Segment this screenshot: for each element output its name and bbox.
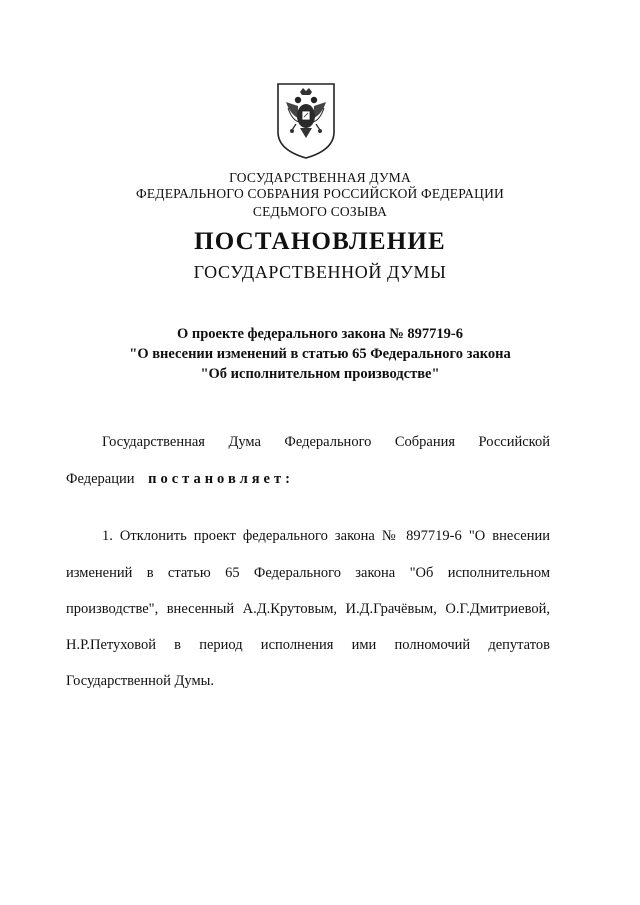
document-subtitle: ГОСУДАРСТВЕННОЙ ДУМЫ [193,262,447,282]
clause-1-line-3: производстве", внесенный А.Д.Крутовым, И.Д.Грачёвым, О.Г.Дмитриевой, [66,601,550,617]
header-line-2: ФЕДЕРАЛЬНОГО СОБРАНИЯ РОССИЙСКОЙ ФЕДЕРАЦИИ [136,186,504,201]
preamble-federation-word: Федерации [66,471,135,487]
russian-coat-of-arms-icon [274,80,338,160]
preamble-line-2 [66,470,550,488]
clause-1-line-2: изменений в статью 65 Федерального закона "Об исполнительном [66,565,550,581]
document-title: ПОСТАНОВЛЕНИЕ [194,228,446,255]
bill-title-line-2: "О внесении изменений в статью 65 Федерального закона [129,346,511,362]
resolves-word: постановляет: [148,471,294,487]
header-line-3: СЕДЬМОГО СОЗЫВА [252,204,388,219]
clause-1-line-5: Государственной Думы. [66,673,214,689]
bill-title-line-3: "Об исполнительном производстве" [200,366,440,382]
bill-title-line-1: О проекте федерального закона № 897719-6 [176,326,464,342]
preamble-line-1: Государственная Дума Федерального Собрания Российской [102,434,550,450]
header-line-1: ГОСУДАРСТВЕННАЯ ДУМА [229,170,411,185]
clause-1-line-4: Н.Р.Петуховой в период исполнения ими полномочий депутатов [66,637,550,653]
clause-1-line-1: 1. Отклонить проект федерального закона № 897719-6 "О внесении [102,528,550,544]
